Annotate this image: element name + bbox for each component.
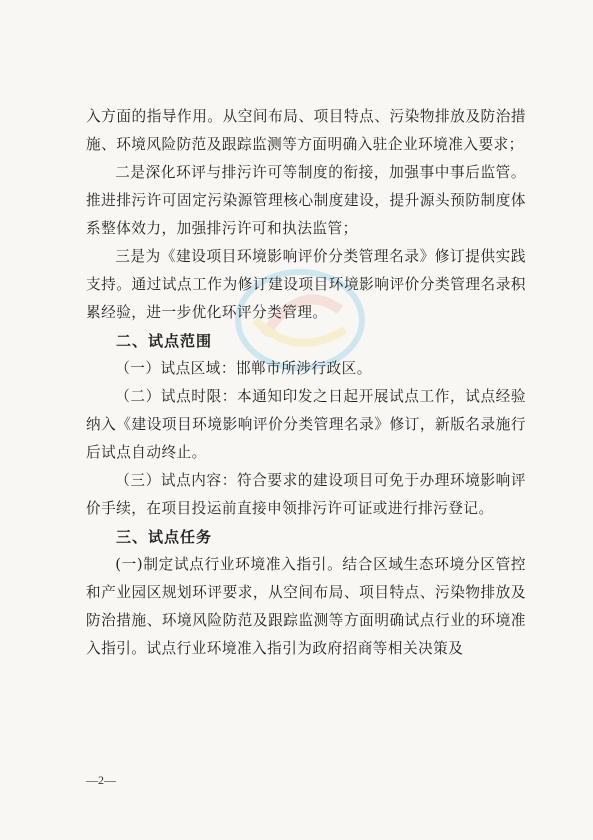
section-heading-scope: 二、试点范围 xyxy=(116,332,213,350)
section-heading-tasks: 三、试点任务 xyxy=(116,528,213,546)
paragraph-point-two: 二是深化环评与排污许可等制度的衔接，加强事中事后监管。推进排污许可固定污染源管理核心制度建设，提升源头预防制度体系整体效力，加强排污许可和执法监管； xyxy=(86,164,526,237)
paragraph-task-one: (一)制定试点行业环境准入指引。结合区域生态环境分区管控和产业园区规划环评要求，从空间布局、项目特点、污染物排放及防治措施、环境风险防范及跟踪监测等方面明确试点行业的环境准入指引。试点行业环境准入指引为政府招商等相关决策及 xyxy=(86,556,526,657)
paragraph-continuation: 入方面的指导作用。从空间布局、项目特点、污染物排放及防治措施、环境风险防范及跟踪监测等方面明确入驻企业环境准入要求； xyxy=(86,108,526,153)
paragraph-pilot-area: （一）试点区域：邯郸市所涉行政区。 xyxy=(115,360,372,377)
page-number: —2— xyxy=(86,773,116,787)
document-body xyxy=(86,103,526,663)
paragraph-pilot-period: （二）试点时限：本通知印发之日起开展试点工作，试点经验纳入《建设项目环境影响评价分类管理名录》修订，新版名录施行后试点自动终止。 xyxy=(86,388,526,461)
paragraph-pilot-content: （三）试点内容：符合要求的建设项目可免于办理环境影响评价手续，在项目投运前直接申领排污许可证或进行排污登记。 xyxy=(86,472,526,517)
paragraph-point-three: 三是为《建设项目环境影响评价分类管理名录》修订提供实践支持。通过试点工作为修订建设项目环境影响评价分类管理名录积累经验，进一步优化环评分类管理。 xyxy=(86,248,526,321)
